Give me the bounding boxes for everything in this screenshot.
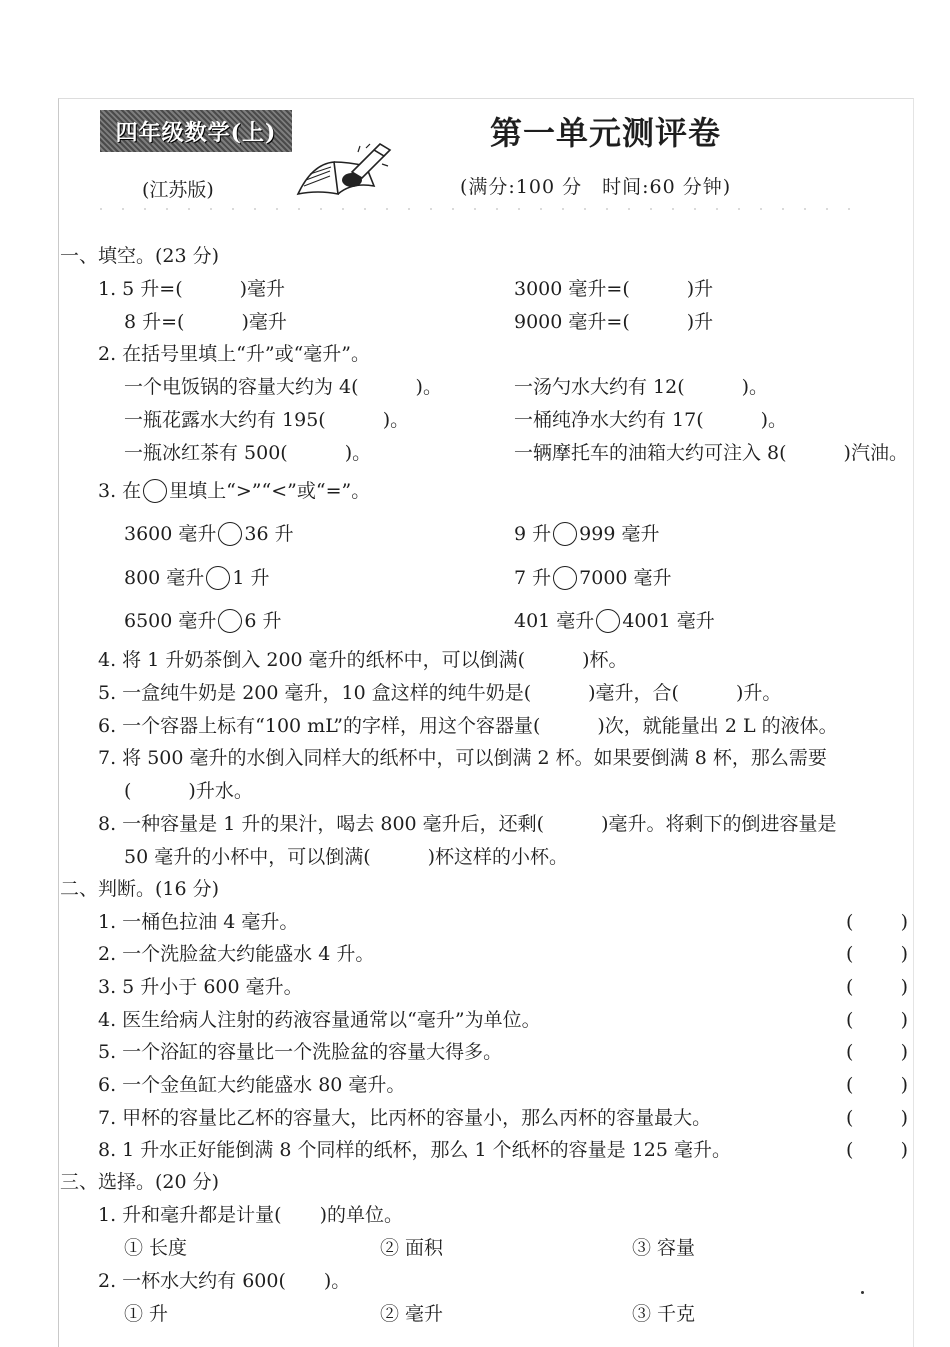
q3-right: 36 升: [244, 523, 294, 545]
compare-circle[interactable]: [596, 609, 620, 633]
choice-q1-option-2[interactable]: ② 面积: [380, 1237, 444, 1259]
choice-q2: 2. 一杯水大约有 600( )。: [98, 1270, 351, 1292]
choice-q2-option-1[interactable]: ① 升: [124, 1303, 169, 1325]
q8-line-1: 8. 一种容量是 1 升的果汁，喝去 800 毫升后，还剩( )毫升。将剩下的倒进容量是: [98, 813, 837, 835]
choice-q1-option-3[interactable]: ③ 容量: [632, 1237, 696, 1259]
circle-blank-icon: [143, 479, 167, 503]
header-divider: [90, 208, 850, 210]
section-heading-choice: 三、选择。(20 分): [60, 1171, 220, 1193]
q2-c: 一瓶花露水大约有 195( )。: [124, 409, 410, 431]
q3-stem-suffix: 里填上“>”“<”或“=”。: [169, 480, 371, 502]
q1-d: 9000 毫升=( )升: [514, 311, 714, 333]
q3-left: 6500 毫升: [124, 610, 217, 632]
book-and-bottle-illustration: [294, 142, 396, 204]
judge-item-8: 8. 1 升水正好能倒满 8 个同样的纸杯，那么 1 个纸杯的容量是 125 毫升。: [98, 1139, 731, 1161]
q3-stem: [98, 479, 370, 503]
scan-dot: [861, 1291, 864, 1294]
compare-circle[interactable]: [218, 522, 242, 546]
q3-left: 800 毫升: [124, 567, 205, 589]
q1-b: 3000 毫升=( )升: [514, 278, 714, 300]
compare-circle[interactable]: [553, 566, 577, 590]
choice-q1-option-1[interactable]: ① 长度: [124, 1237, 188, 1259]
q2-stem: 2. 在括号里填上“升”或“毫升”。: [98, 343, 371, 365]
choice-q2-option-2[interactable]: ② 毫升: [380, 1303, 444, 1325]
section-heading-true-false: 二、判断。(16 分): [60, 878, 220, 900]
q3-item-3: [124, 566, 269, 590]
q3-item-5: [124, 609, 282, 633]
q3-right: 999 毫升: [579, 523, 660, 545]
judge-answer-6[interactable]: ( ): [846, 1074, 908, 1096]
choice-q2-option-3[interactable]: ③ 千克: [632, 1303, 696, 1325]
choice-q1: 1. 升和毫升都是计量( )的单位。: [98, 1204, 403, 1226]
compare-circle[interactable]: [553, 522, 577, 546]
judge-item-7: 7. 甲杯的容量比乙杯的容量大，比丙杯的容量小，那么丙杯的容量最大。: [98, 1107, 712, 1129]
judge-answer-2[interactable]: ( ): [846, 943, 908, 965]
judge-item-6: 6. 一个金鱼缸大约能盛水 80 毫升。: [98, 1074, 406, 1096]
q3-item-1: [124, 522, 294, 546]
section-heading-fill-in: 一、填空。(23 分): [60, 245, 220, 267]
q3-left: 7 升: [514, 567, 552, 589]
q2-b: 一汤勺水大约有 12( )。: [514, 376, 769, 398]
q7-line-2: ( )升水。: [124, 780, 253, 802]
q8-line-2: 50 毫升的小杯中，可以倒满( )杯这样的小杯。: [124, 846, 569, 868]
q3-left: 401 毫升: [514, 610, 595, 632]
judge-item-2: 2. 一个洗脸盆大约能盛水 4 升。: [98, 943, 375, 965]
q2-d: 一桶纯净水大约有 17( )。: [514, 409, 788, 431]
q2-e: 一瓶冰红茶有 500( )。: [124, 442, 372, 464]
q4: 4. 将 1 升奶茶倒入 200 毫升的纸杯中，可以倒满( )杯。: [98, 649, 628, 671]
judge-answer-4[interactable]: ( ): [846, 1009, 908, 1031]
judge-answer-5[interactable]: ( ): [846, 1041, 908, 1063]
q3-right: 1 升: [232, 567, 270, 589]
q7-line-1: 7. 将 500 毫升的水倒入同样大的纸杯中，可以倒满 2 杯。如果要倒满 8 杯，那么需要: [98, 747, 827, 769]
judge-answer-1[interactable]: ( ): [846, 911, 908, 933]
judge-item-3: 3. 5 升小于 600 毫升。: [98, 976, 303, 998]
exam-title: 第一单元测评卷: [490, 114, 722, 152]
edition-label: (江苏版): [142, 179, 214, 201]
q2-f: 一辆摩托车的油箱大约可注入 8( )汽油。: [514, 442, 908, 464]
judge-answer-3[interactable]: ( ): [846, 976, 908, 998]
q3-left: 9 升: [514, 523, 552, 545]
q3-item-4: [514, 566, 672, 590]
q3-stem-prefix: 3. 在: [98, 480, 142, 502]
judge-item-1: 1. 一桶色拉油 4 毫升。: [98, 911, 299, 933]
judge-item-4: 4. 医生给病人注射的药液容量通常以“毫升”为单位。: [98, 1009, 541, 1031]
grade-badge: 四年级数学(上): [100, 110, 292, 152]
q5: 5. 一盒纯牛奶是 200 毫升，10 盒这样的纯牛奶是( )毫升，合( )升。: [98, 682, 782, 704]
compare-circle[interactable]: [218, 609, 242, 633]
judge-answer-7[interactable]: ( ): [846, 1107, 908, 1129]
q1-c: 8 升=( )毫升: [124, 311, 287, 333]
q3-right: 6 升: [244, 610, 282, 632]
q3-left: 3600 毫升: [124, 523, 217, 545]
q3-item-6: [514, 609, 715, 633]
q1-a: 1. 5 升=( )毫升: [98, 278, 286, 300]
q6: 6. 一个容器上标有“100 mL”的字样，用这个容器量( )次，就能量出 2 L 的液体。: [98, 715, 838, 737]
compare-circle[interactable]: [206, 566, 230, 590]
exam-meta: (满分:100 分 时间:60 分钟): [460, 176, 732, 198]
q3-item-2: [514, 522, 659, 546]
q3-right: 7000 毫升: [579, 567, 672, 589]
q2-a: 一个电饭锅的容量大约为 4( )。: [124, 376, 442, 398]
judge-answer-8[interactable]: ( ): [846, 1139, 908, 1161]
judge-item-5: 5. 一个浴缸的容量比一个洗脸盆的容量大得多。: [98, 1041, 503, 1063]
exam-header: [0, 0, 950, 230]
q3-right: 4001 毫升: [622, 610, 715, 632]
